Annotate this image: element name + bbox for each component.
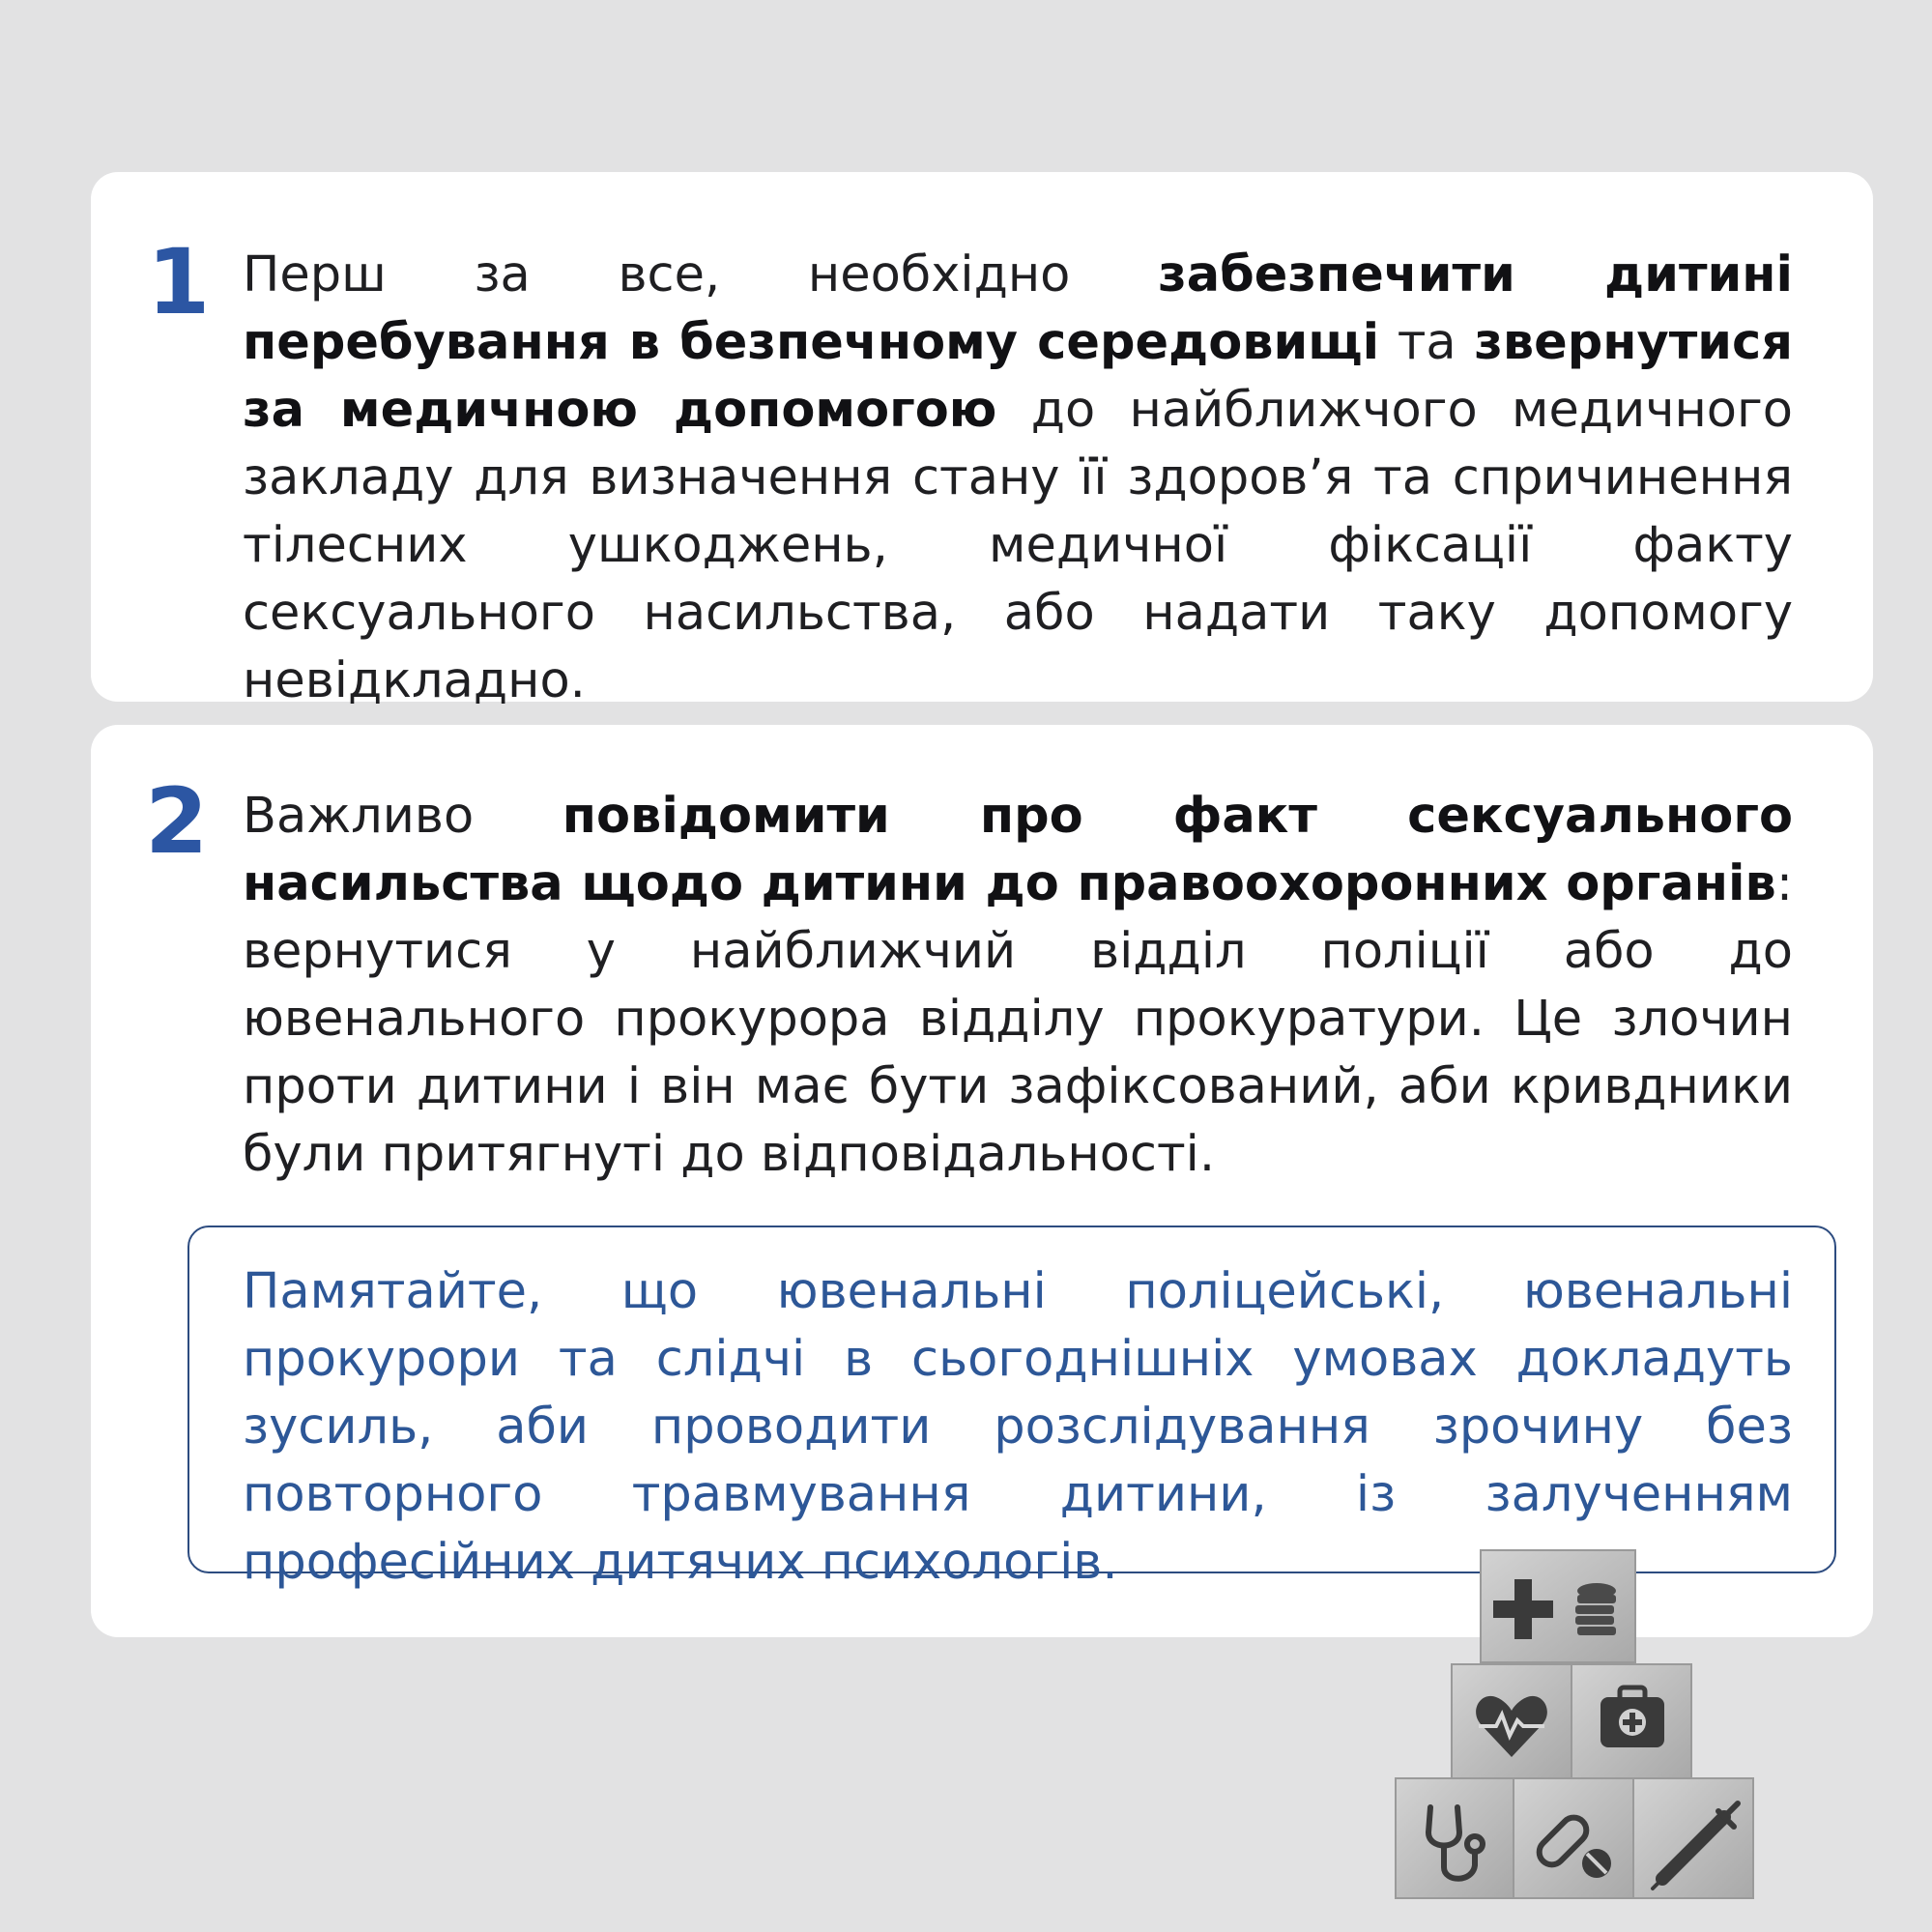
body-text: Важливо [243, 788, 562, 845]
cube-bottom-right [1633, 1778, 1753, 1898]
coins-icon [1575, 1583, 1616, 1635]
cube-bottom-middle [1514, 1778, 1633, 1898]
cube-top [1481, 1550, 1635, 1662]
step-2-number: 2 [145, 769, 209, 875]
emphasis-text: звернутися за медичною допомогою [243, 314, 1793, 439]
body-text: : вернутися у найближчий відділ поліції або до ювенального прокурора відділу прокуратури. Це злочин проти дитини і він має бути зафіксований, аби кривдники були притягнуті до відповідальності. [243, 855, 1793, 1183]
step-1-text [243, 242, 1793, 715]
cube-bottom-left [1396, 1778, 1514, 1898]
reminder-text: Памятайте, що ювенальні поліцейські, ювенальні прокурори та слідчі в сьогоднішніх умовах докладуть зусиль, аби проводити розслідування зрочину без повторного травмування дитини, із залученням професійних дитячих психологів. [243, 1263, 1793, 1591]
step-2-text [243, 783, 1793, 1189]
medical-cubes-illustration [1392, 1543, 1759, 1910]
cube-middle-left [1452, 1664, 1572, 1778]
emphasis-text: повідомити про факт сексуального насильства щодо дитини до правоохоронних органів [243, 788, 1793, 912]
step-1-number: 1 [147, 230, 211, 335]
cube-middle-right [1572, 1664, 1691, 1778]
body-text: та [1379, 314, 1475, 371]
emphasis-text: забезпечити дитині перебування в безпечному середовищі [243, 246, 1793, 371]
body-text: до найближчого медичного закладу для визначення стану її здоров’я та спричинення тілесних ушкоджень, медичної фіксації факту сексуального насильства, або надати таку допомогу невідкладно. [243, 382, 1793, 709]
body-text: Перш за все, необхідно [243, 246, 1159, 303]
